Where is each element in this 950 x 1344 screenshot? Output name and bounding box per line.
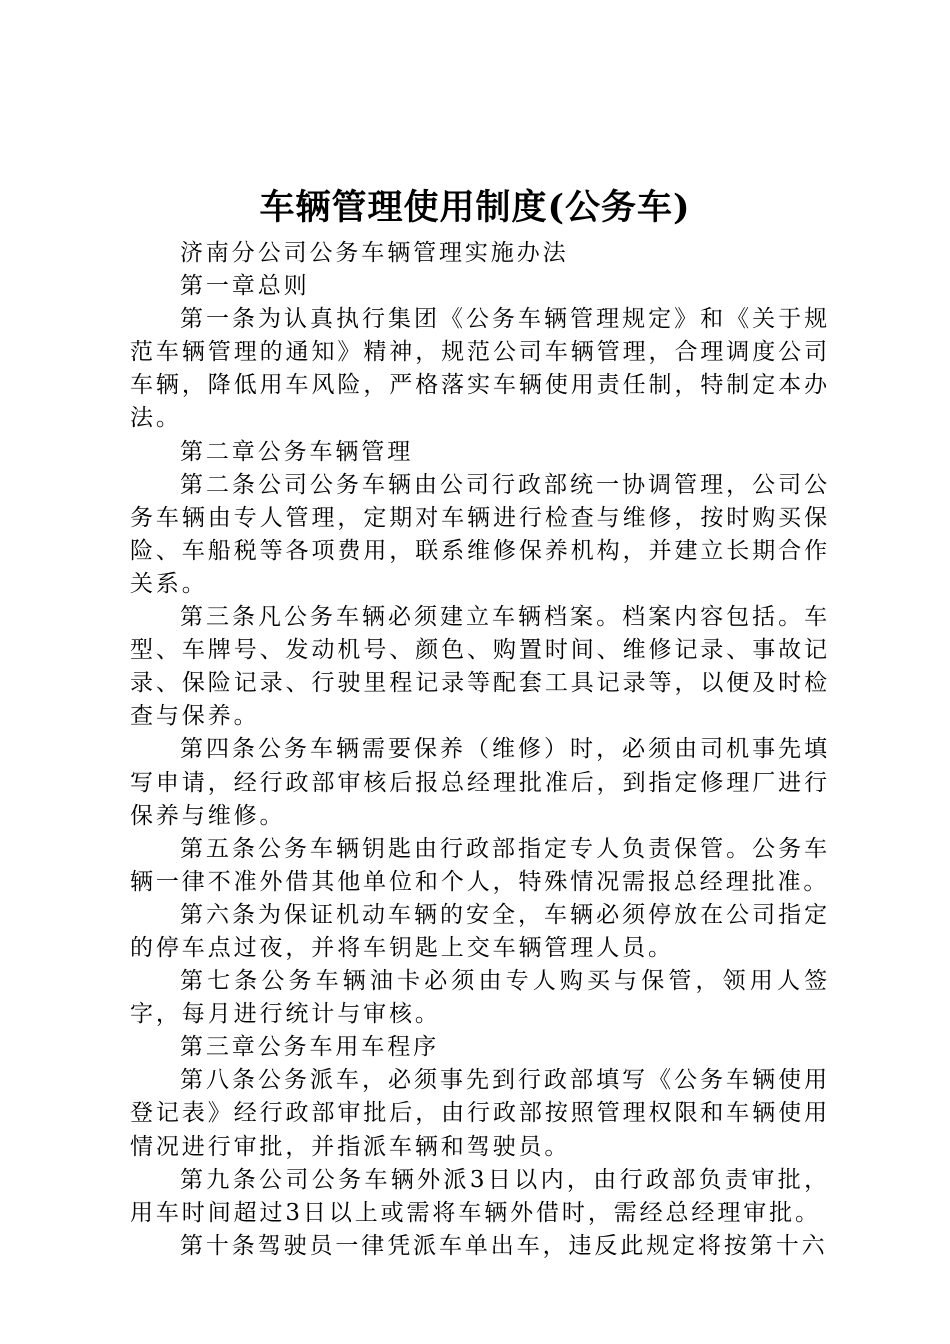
paragraph-chapter-3: 第三章公务车用车程序 xyxy=(180,1034,439,1061)
paragraph-article-1: 第一条为认真执行集团《公务车辆管理规定》和《关于规范车辆管理的通知》精神，规范公司车辆管理，合理调度公司车辆，降低用车风险，严格落实车辆使用责任制，特制定本办法。 xyxy=(130,306,830,432)
paragraph-article-2: 第二条公司公务车辆由公司行政部统一协调管理，公司公务车辆由专人管理，定期对车辆进行检查与维修，按时购买保险、车船税等各项费用，联系维修保养机构，并建立长期合作关系。 xyxy=(130,471,830,597)
paragraph-article-6: 第六条为保证机动车辆的安全，车辆必须停放在公司指定的停车点过夜，并将车钥匙上交车辆管理人员。 xyxy=(130,901,830,961)
paragraph-chapter-2: 第二章公务车辆管理 xyxy=(180,438,414,465)
paragraph-subtitle: 济南分公司公务车辆管理实施办法 xyxy=(180,240,569,266)
document-body xyxy=(130,237,830,1263)
paragraph-article-9: 第九条公司公务车辆外派3日以内，由行政部负责审批，用车时间超过3日以上或需将车辆外借时，需经总经理审批。 xyxy=(130,1166,830,1226)
paragraph-article-3: 第三条凡公务车辆必须建立车辆档案。档案内容包括。车型、车牌号、发动机号、颜色、购置时间、维修记录、事故记录、保险记录、行驶里程记录等配套工具记录等，以便及时检查与保养。 xyxy=(130,604,830,730)
paragraph-article-7: 第七条公务车辆油卡必须由专人购买与保管，领用人签字，每月进行统计与审核。 xyxy=(130,968,830,1028)
paragraph-chapter-1: 第一章总则 xyxy=(180,273,310,300)
paragraph-article-8: 第八条公务派车，必须事先到行政部填写《公务车辆使用登记表》经行政部审批后，由行政部按照管理权限和车辆使用情况进行审批，并指派车辆和驾驶员。 xyxy=(130,1067,830,1160)
document-title: 车辆管理使用制度(公务车) xyxy=(259,187,691,228)
paragraph-article-5: 第五条公务车辆钥匙由行政部指定专人负责保管。公务车辆一律不准外借其他单位和个人，特殊情况需报总经理批准。 xyxy=(130,835,830,895)
paragraph-article-10: 第十条驾驶员一律凭派车单出车，违反此规定将按第十六 xyxy=(180,1232,828,1259)
paragraph-article-4: 第四条公务车辆需要保养（维修）时，必须由司机事先填写申请，经行政部审核后报总经理批准后，到指定修理厂进行保养与维修。 xyxy=(130,736,830,829)
